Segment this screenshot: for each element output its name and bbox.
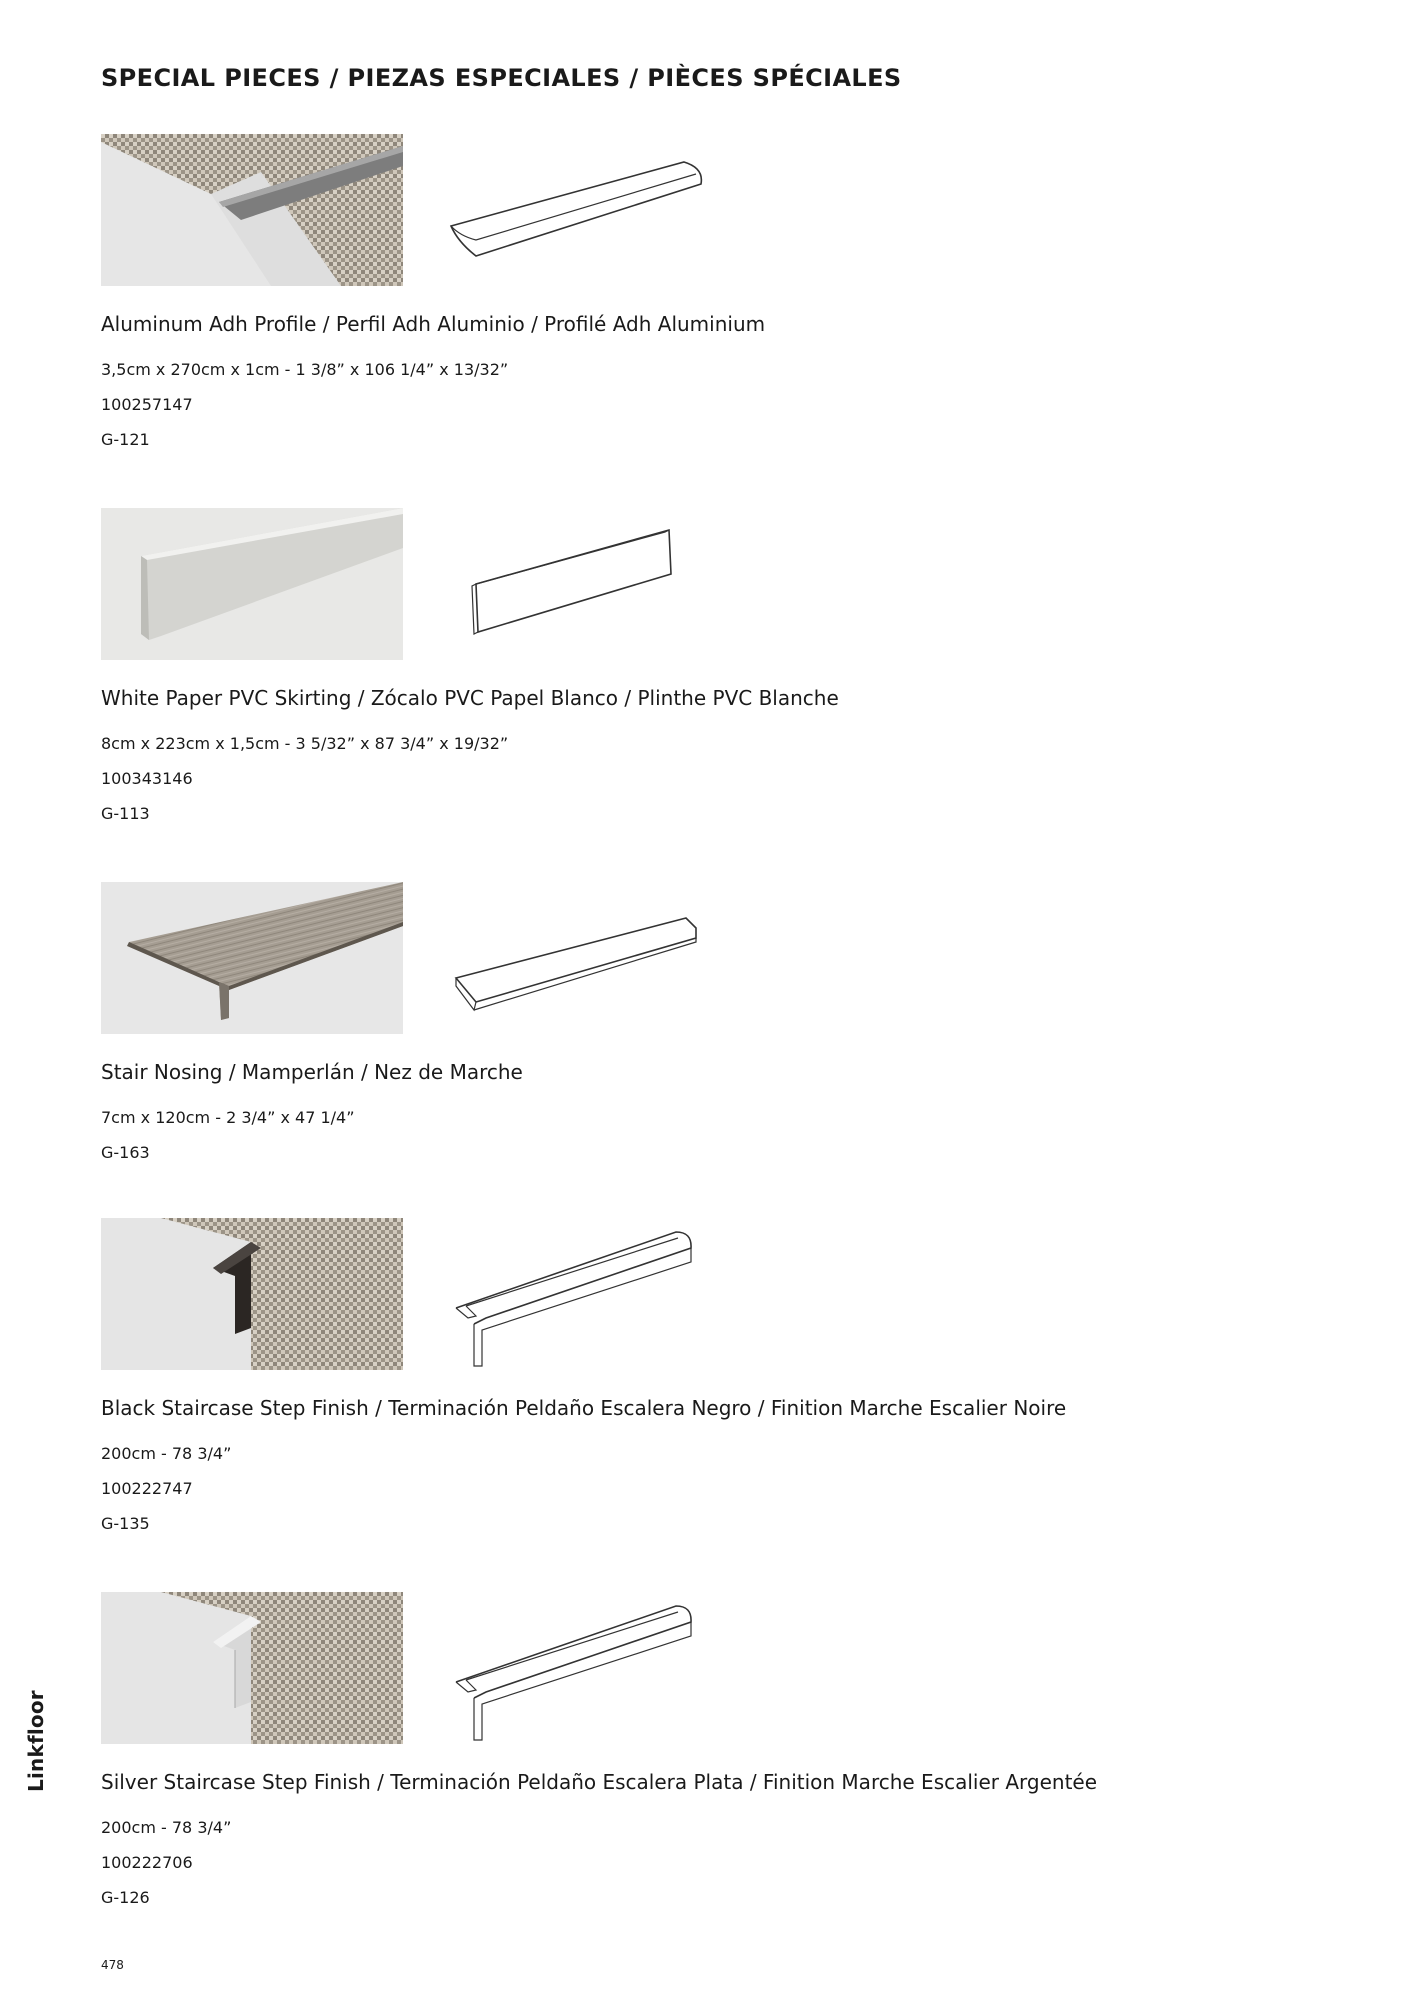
product-line-drawing <box>446 134 726 294</box>
product-reference: 100257147 <box>101 395 193 414</box>
product-reference: 100343146 <box>101 769 193 788</box>
product-line-drawing <box>446 508 726 668</box>
product-code: G-126 <box>101 1888 150 1907</box>
product-reference: 100222706 <box>101 1853 193 1872</box>
product-title: White Paper PVC Skirting / Zócalo PVC Papel Blanco / Plinthe PVC Blanche <box>101 686 839 710</box>
product-title: Stair Nosing / Mamperlán / Nez de Marche <box>101 1060 523 1084</box>
product-line-drawing <box>446 882 726 1042</box>
product-title: Black Staircase Step Finish / Terminación Peldaño Escalera Negro / Finition Marche Escalier Noire <box>101 1396 1067 1420</box>
product-line-drawing <box>446 1592 726 1752</box>
product-photo <box>101 1592 403 1744</box>
product-dimensions: 3,5cm x 270cm x 1cm - 1 3/8” x 106 1/4” x 13/32” <box>101 360 509 379</box>
product-code: G-121 <box>101 430 150 449</box>
product-code: G-135 <box>101 1514 150 1533</box>
product-photo <box>101 134 403 286</box>
product-dimensions: 200cm - 78 3/4” <box>101 1444 232 1463</box>
product-line-drawing <box>446 1218 726 1378</box>
product-code: G-163 <box>101 1143 150 1162</box>
product-code: G-113 <box>101 804 150 823</box>
page-number: 478 <box>101 1958 124 1972</box>
brand-name: Linkfloor <box>24 1690 48 1792</box>
product-dimensions: 7cm x 120cm - 2 3/4” x 47 1/4” <box>101 1108 355 1127</box>
product-photo <box>101 508 403 660</box>
product-title: Silver Staircase Step Finish / Terminación Peldaño Escalera Plata / Finition Marche Escalier Argentée <box>101 1770 1098 1794</box>
product-reference: 100222747 <box>101 1479 193 1498</box>
product-title: Aluminum Adh Profile / Perfil Adh Aluminio / Profilé Adh Aluminium <box>101 312 766 336</box>
product-dimensions: 8cm x 223cm x 1,5cm - 3 5/32” x 87 3/4” x 19/32” <box>101 734 509 753</box>
product-photo <box>101 882 403 1034</box>
product-photo <box>101 1218 403 1370</box>
page-title: SPECIAL PIECES / PIEZAS ESPECIALES / PIÈCES SPÉCIALES <box>101 64 902 92</box>
product-dimensions: 200cm - 78 3/4” <box>101 1818 232 1837</box>
